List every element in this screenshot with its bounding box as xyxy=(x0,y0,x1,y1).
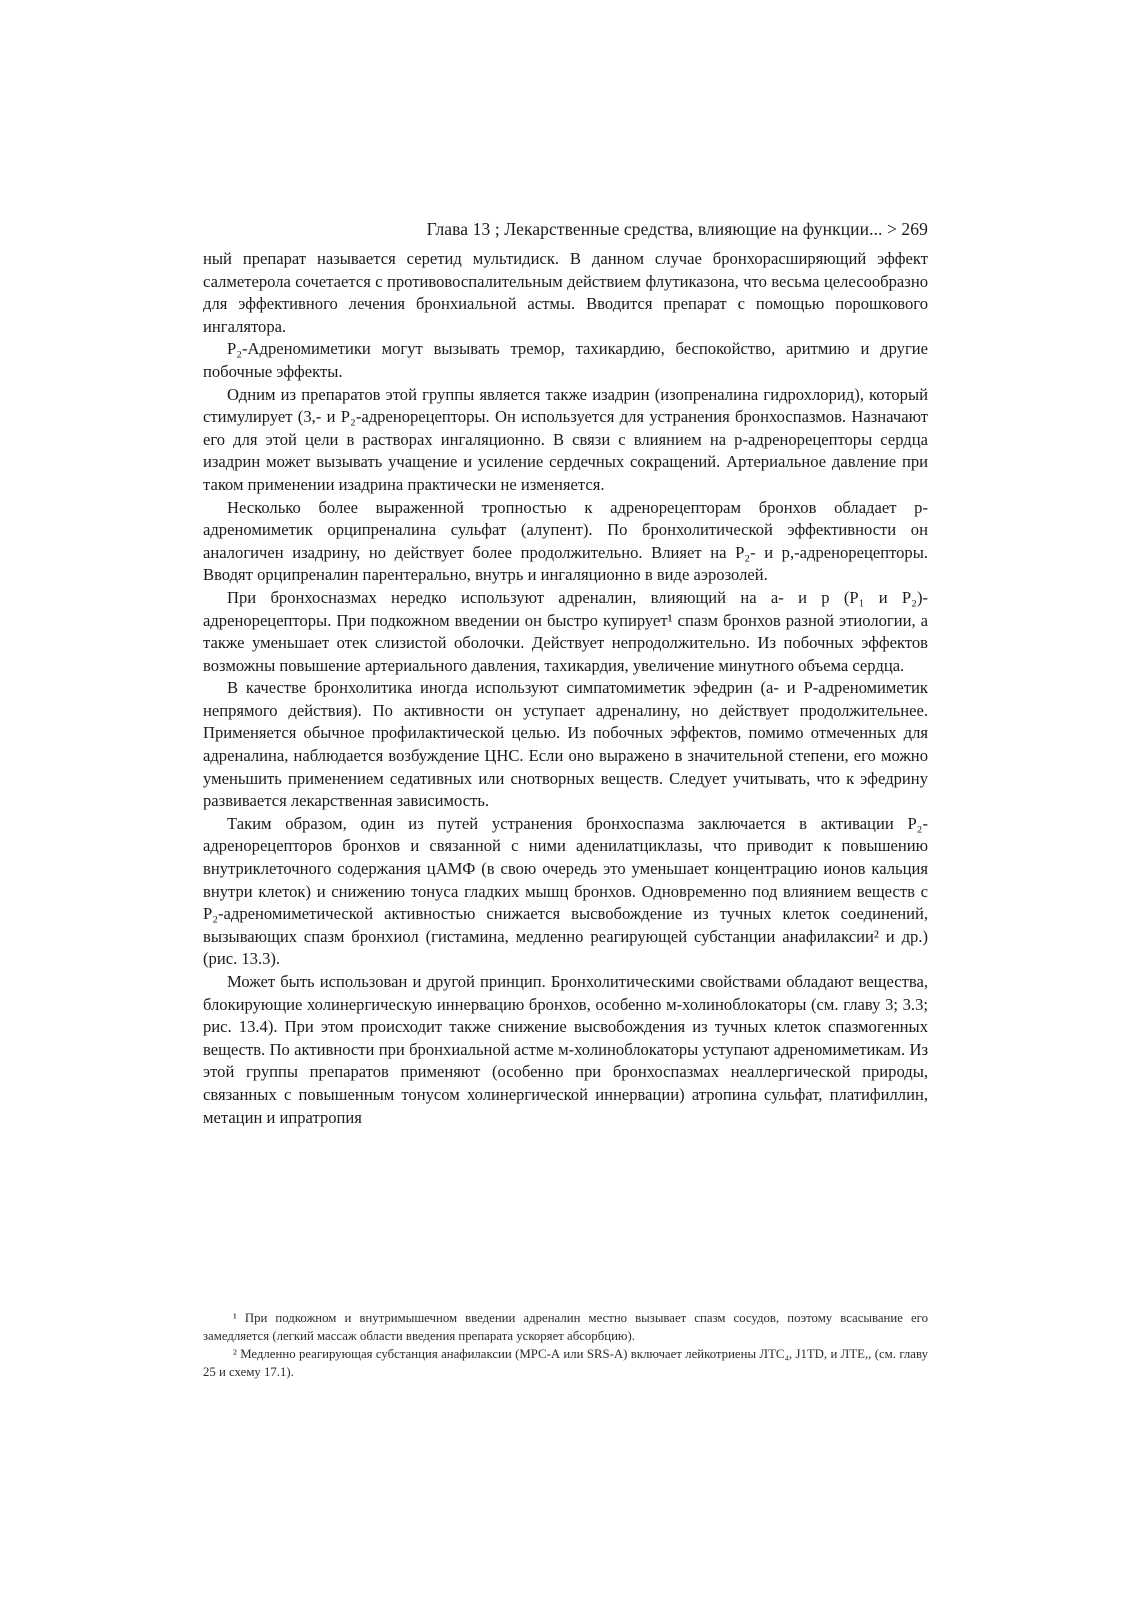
paragraph: Одним из препаратов этой группы является также изадрин (изопреналина гидрохлорид), который стимулирует (3,- и P₂-адренорецепторы. Он используется для устранения бронхоспазмов. Назначают его для этой цели в растворах ингаляционно. В связи с влиянием на р-адренорецепторы сердца изадрин может вызывать учащение и усиление сердечных сокращений. Артериальное давление при таком применении изадрина практически не изменяется. xyxy=(203,384,928,494)
paragraph: Несколько более выраженной тропностью к адренорецепторам бронхов обладает р-адреномиметик орципреналина сульфат (алупент). По бронхолитической эффективности он аналогичен изадрину, но действует более продолжительно. Влияет на P₂- и p,-адренорецепторы. Вводят орципреналин парентерально, внутрь и ингаляционно в виде аэрозолей. xyxy=(203,497,928,585)
footnote: ² Медленно реагирующая субстанция анафилаксии (МРС-А или SRS-A) включает лейкотриены ЛТС₄, J1TD, и ЛТЕ,, (см. главу 25 и схему 17.1). xyxy=(203,1347,928,1379)
running-header: Глава 13 ; Лекарственные средства, влияющие на функции... > 269 xyxy=(426,219,928,239)
paragraph: ный препарат называется серетид мультидиск. В данном случае бронхорасширяющий эффект салметерола сочетается с противовоспалительным действием флутиказона, что весьма целесообразно для эффективного лечения бронхиальной астмы. Вводится препарат с помощью порошкового ингалятора. xyxy=(203,249,928,336)
footnote: ¹ При подкожном и внутримышечном введении адреналин местно вызывает спазм сосудов, поэтому всасывание его замедляется (легкий массаж области введения препарата ускоряет абсорбцию). xyxy=(203,1311,928,1343)
paragraph: P₂-Адреномиметики могут вызывать тремор, тахикардию, беспокойство, аритмию и другие побочные эффекты. xyxy=(203,339,928,381)
paragraph: В качестве бронхолитика иногда используют симпатомиметик эфедрин (а- и Р-адреномиметик непрямого действия). По активности он уступает адреналину, но действует продолжительнее. Применяется обычное профилактической целью. Из побочных эффектов, помимо отмеченных для адреналина, наблюдается возбуждение ЦНС. Если оно выражено в значительной степени, его можно уменьшить применением седативных или снотворных веществ. Следует учитывать, что к эфедрину развивается лекарственная зависимость. xyxy=(203,678,928,811)
paragraph: При бронхосназмах нередко используют адреналин, влияющий на а- и р (P₁ и P₂)-адренорецепторы. При подкожном введении он быстро купирует¹ спазм бронхов разной этиологии, а также уменьшает отек слизистой оболочки. Действует непродолжительно. Из побочных эффектов возможны повышение артериального давления, тахикардия, увеличение минутного объема сердца. xyxy=(203,587,928,675)
paragraph: Таким образом, один из путей устранения бронхоспазма заключается в активации P₂-адренорецепторов бронхов и связанной с ними аденилатциклазы, что приводит к повышению внутриклеточного содержания цАМФ (в свою очередь это уменьшает концентрацию ионов кальция внутри клеток) и снижению тонуса гладких мышц бронхов. Одновременно под влиянием веществ с P₂-адреномиметической активностью снижается высвобождение из тучных клеток соединений, вызывающих спазм бронхиол (гистамина, медленно реагирующей субстанции анафилаксии² и др.) (рис. 13.3). xyxy=(203,813,928,969)
footnotes xyxy=(203,1309,928,1381)
paragraph: Может быть использован и другой принцип. Бронхолитическими свойствами обладают вещества, блокирующие холинергическую иннервацию бронхов, особенно м-холиноблокаторы (см. главу 3; 3.3; рис. 13.4). При этом происходит также снижение высвобождения из тучных клеток спазмогенных веществ. По активности при бронхиальной астме м-холиноблокаторы уступают адреномиметикам. Из этой группы препаратов применяют (особенно при бронхоспазмах неаллергической природы, связанных с повышенным тонусом холинергической иннервации) атропина сульфат, платифиллин, метацин и ипратропия xyxy=(203,972,928,1127)
body-text xyxy=(203,248,928,1129)
